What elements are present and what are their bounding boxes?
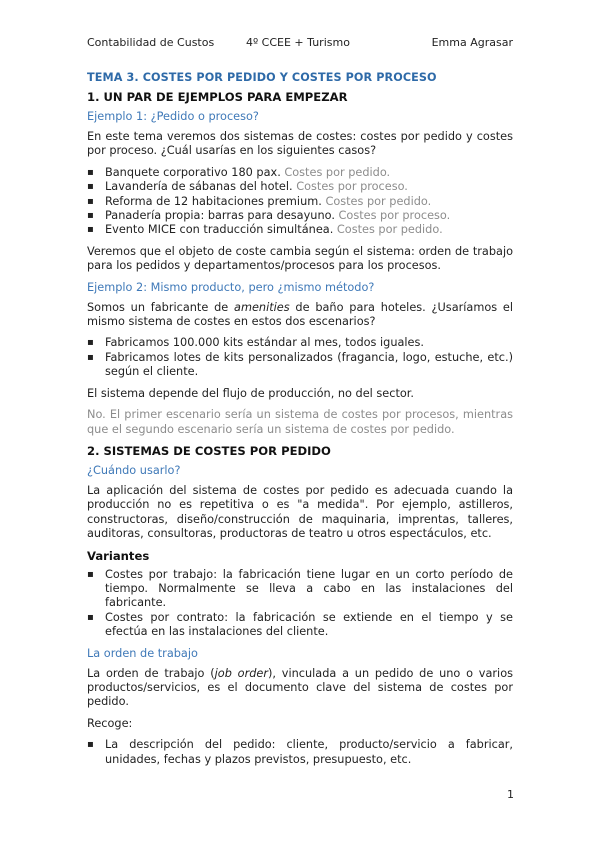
example1-conclusion: Veremos que el objeto de coste cambia según el sistema: orden de trabajo para los pedidos y departamentos/procesos para los procesos. (87, 244, 513, 273)
job-order-heading: La orden de trabajo (87, 646, 198, 660)
intro-text: de baño para hoteles. ¿Usaríamos el mismo sistema de costes en estos dos escenarios? (87, 300, 514, 329)
header-author: Emma Agrasar (431, 36, 513, 49)
list-item (87, 209, 513, 223)
case-answer: Costes por proceso. (296, 180, 408, 194)
header-group: 4º CCEE + Turismo (246, 36, 350, 49)
case-answer: Costes por pedido. (336, 223, 443, 237)
when-text: La aplicación del sistema de costes por pedido es adecuada cuando la producción no es repetitiva o es "a medida". Por ejemplo, astilleros, constructoras, diseño/construcción de maquinaria, imprentas, talleres, auditoras, consultoras, productoras de teatro u otros espectáculos, etc. (87, 483, 513, 541)
list-item: ▪ La descripción del pedido: cliente, producto/servicio a fabricar, unidades, fechas y plazos previstos, presupuesto, etc. (87, 738, 513, 767)
list-item: ▪ Fabricamos lotes de kits personalizados (fragancia, logo, estuche, etc.) según el cliente. (87, 351, 513, 380)
job-order-text-part: La orden de trabajo ( (87, 666, 215, 680)
page-number: 1 (507, 788, 514, 801)
case-text: Panadería propia: barras para desayuno. (105, 209, 335, 223)
case-answer: Costes por proceso. (338, 209, 451, 223)
case-answer: Costes por pedido. (325, 194, 432, 208)
section2-title: 2. SISTEMAS DE COSTES POR PEDIDO (87, 443, 331, 458)
list-item (87, 166, 513, 180)
example2-answer: No. El primer escenario sería un sistema de costes por procesos, mientras que el segundo escenario sería un sistema de costes por pedido. (87, 408, 513, 436)
page-content (87, 68, 513, 774)
example2-heading: Ejemplo 2: Mismo producto, pero ¿mismo método? (87, 280, 375, 294)
example2-list (87, 336, 513, 379)
case-answer: Costes por pedido. (284, 165, 391, 179)
when-heading: ¿Cuándo usarlo? (87, 463, 181, 477)
list-item (87, 195, 513, 209)
example1-heading: Ejemplo 1: ¿Pedido o proceso? (87, 110, 259, 123)
job-order-text-part: ), vinculada a un pedido de uno o varios productos/servicios, es el documento clave del sistema de costes por pedido. (87, 666, 513, 709)
page-header (87, 36, 513, 50)
section1-title: 1. UN PAR DE EJEMPLOS PARA EMPEZAR (87, 90, 348, 104)
variants-list (87, 568, 513, 640)
example1-list (87, 166, 513, 238)
case-text: Evento MICE con traducción simultánea. (105, 223, 334, 237)
case-text: Lavandería de sábanas del hotel. (105, 180, 293, 194)
header-course: Contabilidad de Custos (87, 36, 215, 49)
variants-heading: Variantes (87, 548, 150, 563)
job-order-list (87, 738, 513, 767)
list-item (87, 180, 513, 194)
chapter-title: TEMA 3. COSTES POR PEDIDO Y COSTES POR PROCESO (87, 71, 437, 84)
list-item: ▪ Costes por contrato: la fabricación se extiende en el tiempo y se efectúa en las instalaciones del cliente. (87, 611, 513, 640)
list-item: ▪ Fabricamos 100.000 kits estándar al mes, todos iguales. (87, 336, 513, 350)
example1-intro: En este tema veremos dos sistemas de costes: costes por pedido y costes por proceso. ¿Cuál usarías en los siguientes casos? (87, 130, 513, 158)
recoge-label: Recoge: (87, 716, 133, 730)
intro-text: Somos un fabricante de (87, 300, 235, 314)
case-text: Reforma de 12 habitaciones premium. (105, 194, 322, 208)
intro-emphasis: amenities (234, 300, 290, 314)
list-item: ▪ Costes por trabajo: la fabricación tiene lugar en un corto período de tiempo. Normalmente se lleva a cabo en las instalaciones del fabricante. (87, 568, 513, 611)
example2-intro (87, 301, 513, 330)
list-item (87, 223, 513, 237)
example2-note: El sistema depende del flujo de producción, no del sector. (87, 386, 414, 400)
case-text: Banquete corporativo 180 pax. (105, 165, 281, 179)
job-order-emphasis: job order (214, 666, 268, 680)
job-order-text (87, 667, 513, 710)
